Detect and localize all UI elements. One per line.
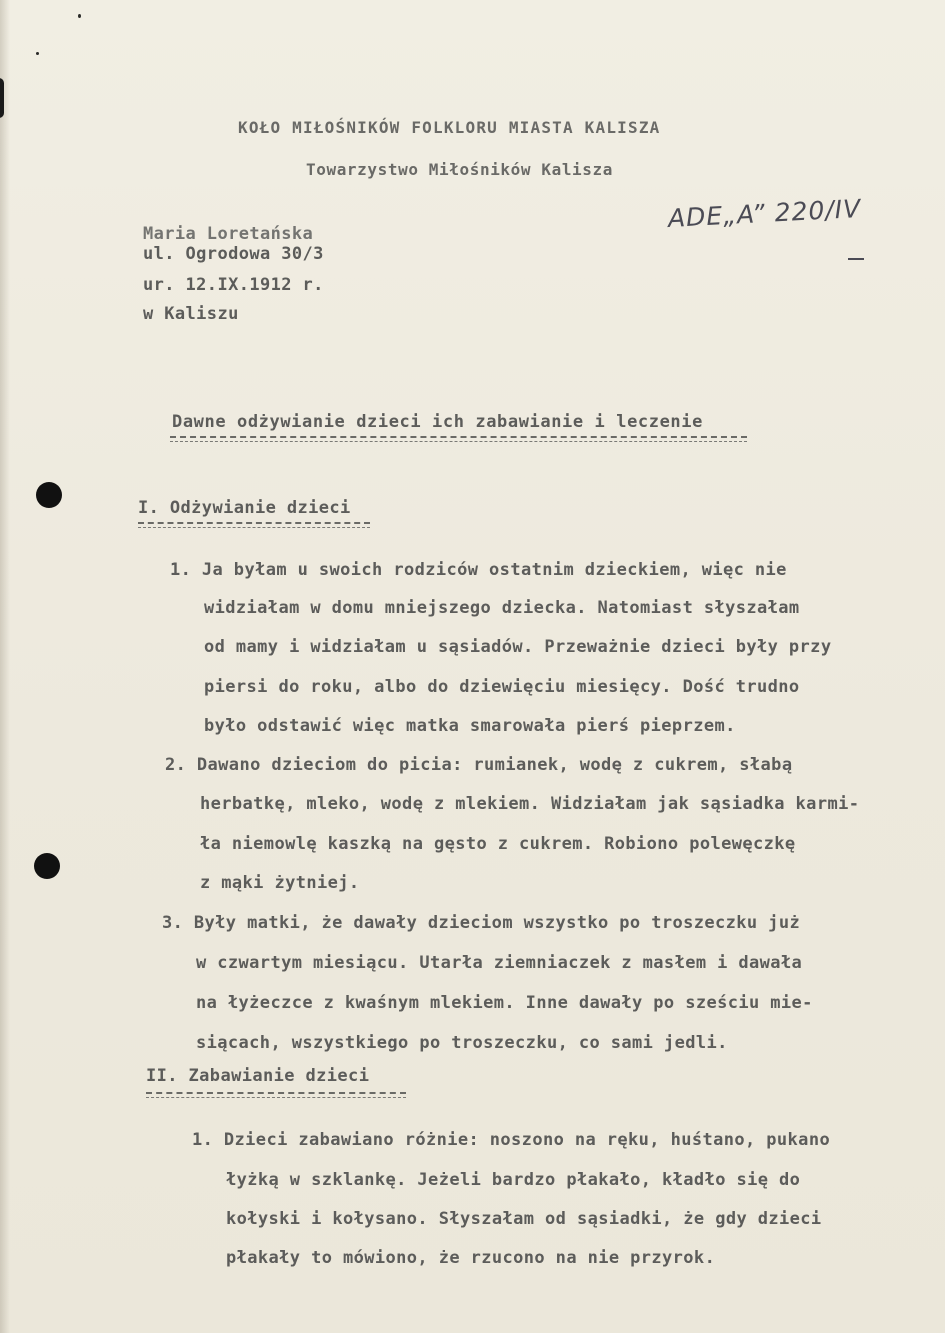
header-org: KOŁO MIŁOŚNIKÓW FOLKLORU MIASTA KALISZA — [238, 118, 661, 137]
section-underline — [146, 1092, 406, 1098]
text-line: 1. Dzieci zabawiano różnie: noszono na ręku, huśtano, pukano — [192, 1130, 831, 1150]
text-line: z mąki żytniej. — [200, 873, 360, 893]
edge-binding-mark — [0, 78, 4, 118]
ink-speck — [36, 52, 39, 55]
header-society: Towarzystwo Miłośników Kalisza — [306, 160, 613, 179]
text-line: na łyżeczce z kwaśnym mlekiem. Inne dawały po sześciu mie- — [196, 993, 813, 1013]
text-line: siącach, wszystkiego po troszeczku, co sami jedli. — [196, 1033, 728, 1053]
signature-underline — [848, 258, 864, 260]
text-line: piersi do roku, albo do dziewięciu miesięcy. Dość trudno — [204, 677, 800, 697]
text-line: 2. Dawano dzieciom do picia: rumianek, wodę z cukrem, słabą — [165, 755, 793, 775]
section-heading: I. Odżywianie dzieci — [138, 498, 351, 518]
section-heading: II. Zabawianie dzieci — [146, 1066, 370, 1086]
author-place: w Kaliszu — [143, 304, 239, 324]
text-line: ła niemowlę kaszką na gęsto z cukrem. Robiono polewęczkę — [200, 834, 796, 854]
text-line: widziałam w domu mniejszego dziecka. Natomiast słyszałam — [204, 598, 800, 618]
text-line: od mamy i widziałam u sąsiadów. Przeważnie dzieci były przy — [204, 637, 832, 657]
author-street: ul. Ogrodowa 30/3 — [143, 244, 324, 264]
author-born: ur. 12.IX.1912 r. — [143, 275, 324, 295]
punch-hole — [34, 853, 60, 879]
text-line: herbatkę, mleko, wodę z mlekiem. Widziałam jak sąsiadka karmi- — [200, 794, 860, 814]
text-line: łyżką w szklankę. Jeżeli bardzo płakało, kładło się do — [226, 1170, 801, 1190]
document-title: Dawne odżywianie dzieci ich zabawianie i leczenie — [172, 412, 703, 432]
author-name: Maria Loretańska — [143, 224, 314, 244]
page-edge-shadow — [0, 0, 10, 1333]
text-line: w czwartym miesiącu. Utarła ziemniaczek z masłem i dawała — [196, 953, 803, 973]
ink-speck — [78, 14, 81, 18]
archive-signature: ADE„A” 220/IV — [667, 193, 862, 233]
text-line: 3. Były matki, że dawały dzieciom wszystko po troszeczku już — [162, 913, 801, 933]
text-line: 1. Ja byłam u swoich rodziców ostatnim dzieckiem, więc nie — [170, 560, 787, 580]
text-line: płakały to mówiono, że rzucono na nie przyrok. — [226, 1248, 716, 1268]
section-underline — [138, 522, 370, 528]
punch-hole — [36, 482, 62, 508]
text-line: było odstawić więc matka smarowała pierś pieprzem. — [204, 716, 736, 736]
text-line: kołyski i kołysano. Słyszałam od sąsiadki, że gdy dzieci — [226, 1209, 822, 1229]
title-underline — [170, 436, 747, 442]
